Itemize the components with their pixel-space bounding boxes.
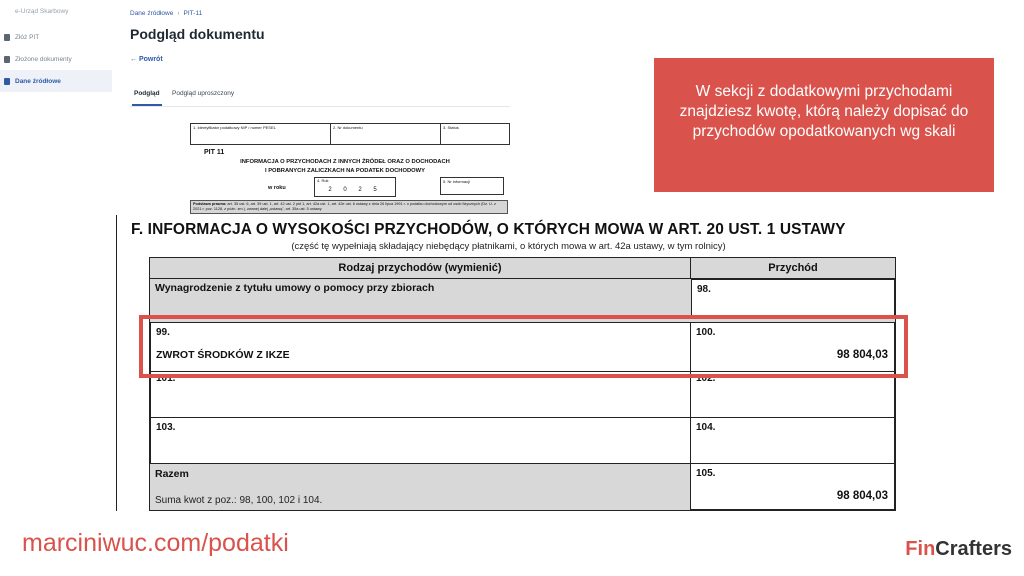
doc-field-nip: 1. Identyfikator podatkowy NIP / numer PESEL xyxy=(191,124,331,144)
breadcrumb-current: PIT-11 xyxy=(183,10,203,17)
breadcrumb-link[interactable]: Dane źródłowe xyxy=(130,10,174,17)
document-icon xyxy=(4,78,10,85)
income-cell[interactable] xyxy=(691,279,895,319)
column-header-type: Rodzaj przychodów (wymienić) xyxy=(150,258,691,279)
document-icon xyxy=(4,56,10,63)
doc-field-status: 3. Status xyxy=(443,125,459,130)
income-type-cell[interactable] xyxy=(150,371,691,418)
section-f-subtitle: (część tę wypełniają składający niebędący płatnikami, o których mowa w art. 42a ustawy, w tym rolnicy) xyxy=(291,241,726,252)
field-number: 99. xyxy=(156,327,170,338)
brand-logo-part: Crafters xyxy=(935,538,1012,560)
doc-heading xyxy=(230,158,460,176)
field-number: 101. xyxy=(156,373,176,384)
back-link[interactable]: ← Powrót xyxy=(130,56,163,63)
doc-form-code: PIT 11 xyxy=(204,149,225,156)
doc-year-field-label: 4. Rok xyxy=(317,178,329,183)
total-label: Razem xyxy=(155,468,189,480)
section-f-title: F. INFORMACJA O WYSOKOŚCI PRZYCHODÓW, O KTÓRYCH MOWA W ART. 20 UST. 1 USTAWY xyxy=(131,221,846,238)
sidebar-item-label: e-Urząd Skarbowy xyxy=(15,7,69,15)
doc-legal-basis xyxy=(190,200,508,214)
income-type-cell[interactable] xyxy=(150,417,691,464)
doc-legal-text: art. 35 ust. 6, art. 39 ust. 1, art. 42 ust. 2 pkt 1, art. 42a ust. 1, art. 42e ust. 6 ustawy z dnia 26 lipca 1991 r. o podatku dochodowym od osób fizycznych (Dz. U. z 2021 r. poz. 1128, z późn. zm.), zwanej dalej „ustawą”, art. 35a ust. 5 ustawy xyxy=(193,202,496,211)
field-number: 98. xyxy=(697,284,711,295)
brand-logo xyxy=(905,538,1012,561)
breadcrumb xyxy=(130,10,202,17)
total-income-cell[interactable] xyxy=(690,463,895,510)
sidebar xyxy=(0,0,113,215)
brand-logo-part: Fin xyxy=(905,538,936,560)
sidebar-item-dane-zrodlowe[interactable] xyxy=(0,70,112,92)
chevron-left-icon xyxy=(4,8,10,15)
doc-header-row xyxy=(190,123,510,145)
income-amount: 98 804,03 xyxy=(836,349,888,361)
income-cell[interactable] xyxy=(690,371,895,418)
document-icon xyxy=(4,34,10,41)
field-number: 103. xyxy=(156,422,176,433)
document-preview-panel xyxy=(112,0,516,215)
doc-info-box: 5. Nr informacji xyxy=(440,177,504,195)
doc-heading-line: INFORMACJA O PRZYCHODACH Z INNYCH ŹRÓDEŁ ORAZ O DOCHODACH xyxy=(240,159,450,165)
pit11-document-preview xyxy=(190,123,512,215)
highlight-frame xyxy=(139,315,908,378)
tab-preview[interactable]: Podgląd xyxy=(134,90,160,97)
field-number: 105. xyxy=(696,468,716,479)
doc-legal-label: Podstawa prawna: xyxy=(193,202,227,206)
website-url[interactable]: marciniwuc.com/podatki xyxy=(22,529,289,557)
doc-heading-line: I POBRANYCH ZALICZKACH NA PODATEK DOCHODOWY xyxy=(264,168,426,174)
tab-simplified-preview[interactable]: Podgląd uproszczony xyxy=(172,90,235,97)
callout-box: W sekcji z dodatkowymi przychodami znajdziesz kwotę, którą należy dopisać do przychodów opodatkowanych wg skali xyxy=(654,58,994,192)
doc-year-label: w roku xyxy=(268,185,286,191)
sidebar-item-e-urzad[interactable] xyxy=(0,0,112,22)
page-title: Podgląd dokumentu xyxy=(130,26,265,42)
tab-bar xyxy=(130,88,510,107)
section-f-table xyxy=(149,257,896,511)
sidebar-item-label: Złożone dokumenty xyxy=(15,55,72,63)
doc-year-value: 2 0 2 5 xyxy=(328,187,382,193)
sidebar-item-zlozone-dokumenty[interactable] xyxy=(0,48,112,70)
chevron-right-icon: › xyxy=(177,10,180,17)
total-amount: 98 804,03 xyxy=(836,490,888,502)
income-type-text: Wynagrodzenie z tytułu umowy o pomocy przy zbiorach xyxy=(155,282,435,294)
sidebar-item-label: Złóż PIT xyxy=(15,33,40,41)
field-number: 100. xyxy=(696,327,716,338)
income-cell[interactable] xyxy=(690,417,895,464)
sidebar-item-label: Dane źródłowe xyxy=(15,77,61,85)
doc-field-number: 2. Nr dokumentu xyxy=(331,124,441,144)
field-number: 104. xyxy=(696,422,716,433)
column-header-income: Przychód xyxy=(691,258,895,279)
income-type-text: ZWROT ŚRODKÓW Z IKZE xyxy=(156,349,290,361)
field-number: 102. xyxy=(696,373,716,384)
doc-year-box xyxy=(314,177,396,197)
total-note: Suma kwot z poz.: 98, 100, 102 i 104. xyxy=(155,495,323,506)
sidebar-item-zloz-pit[interactable] xyxy=(0,26,112,48)
